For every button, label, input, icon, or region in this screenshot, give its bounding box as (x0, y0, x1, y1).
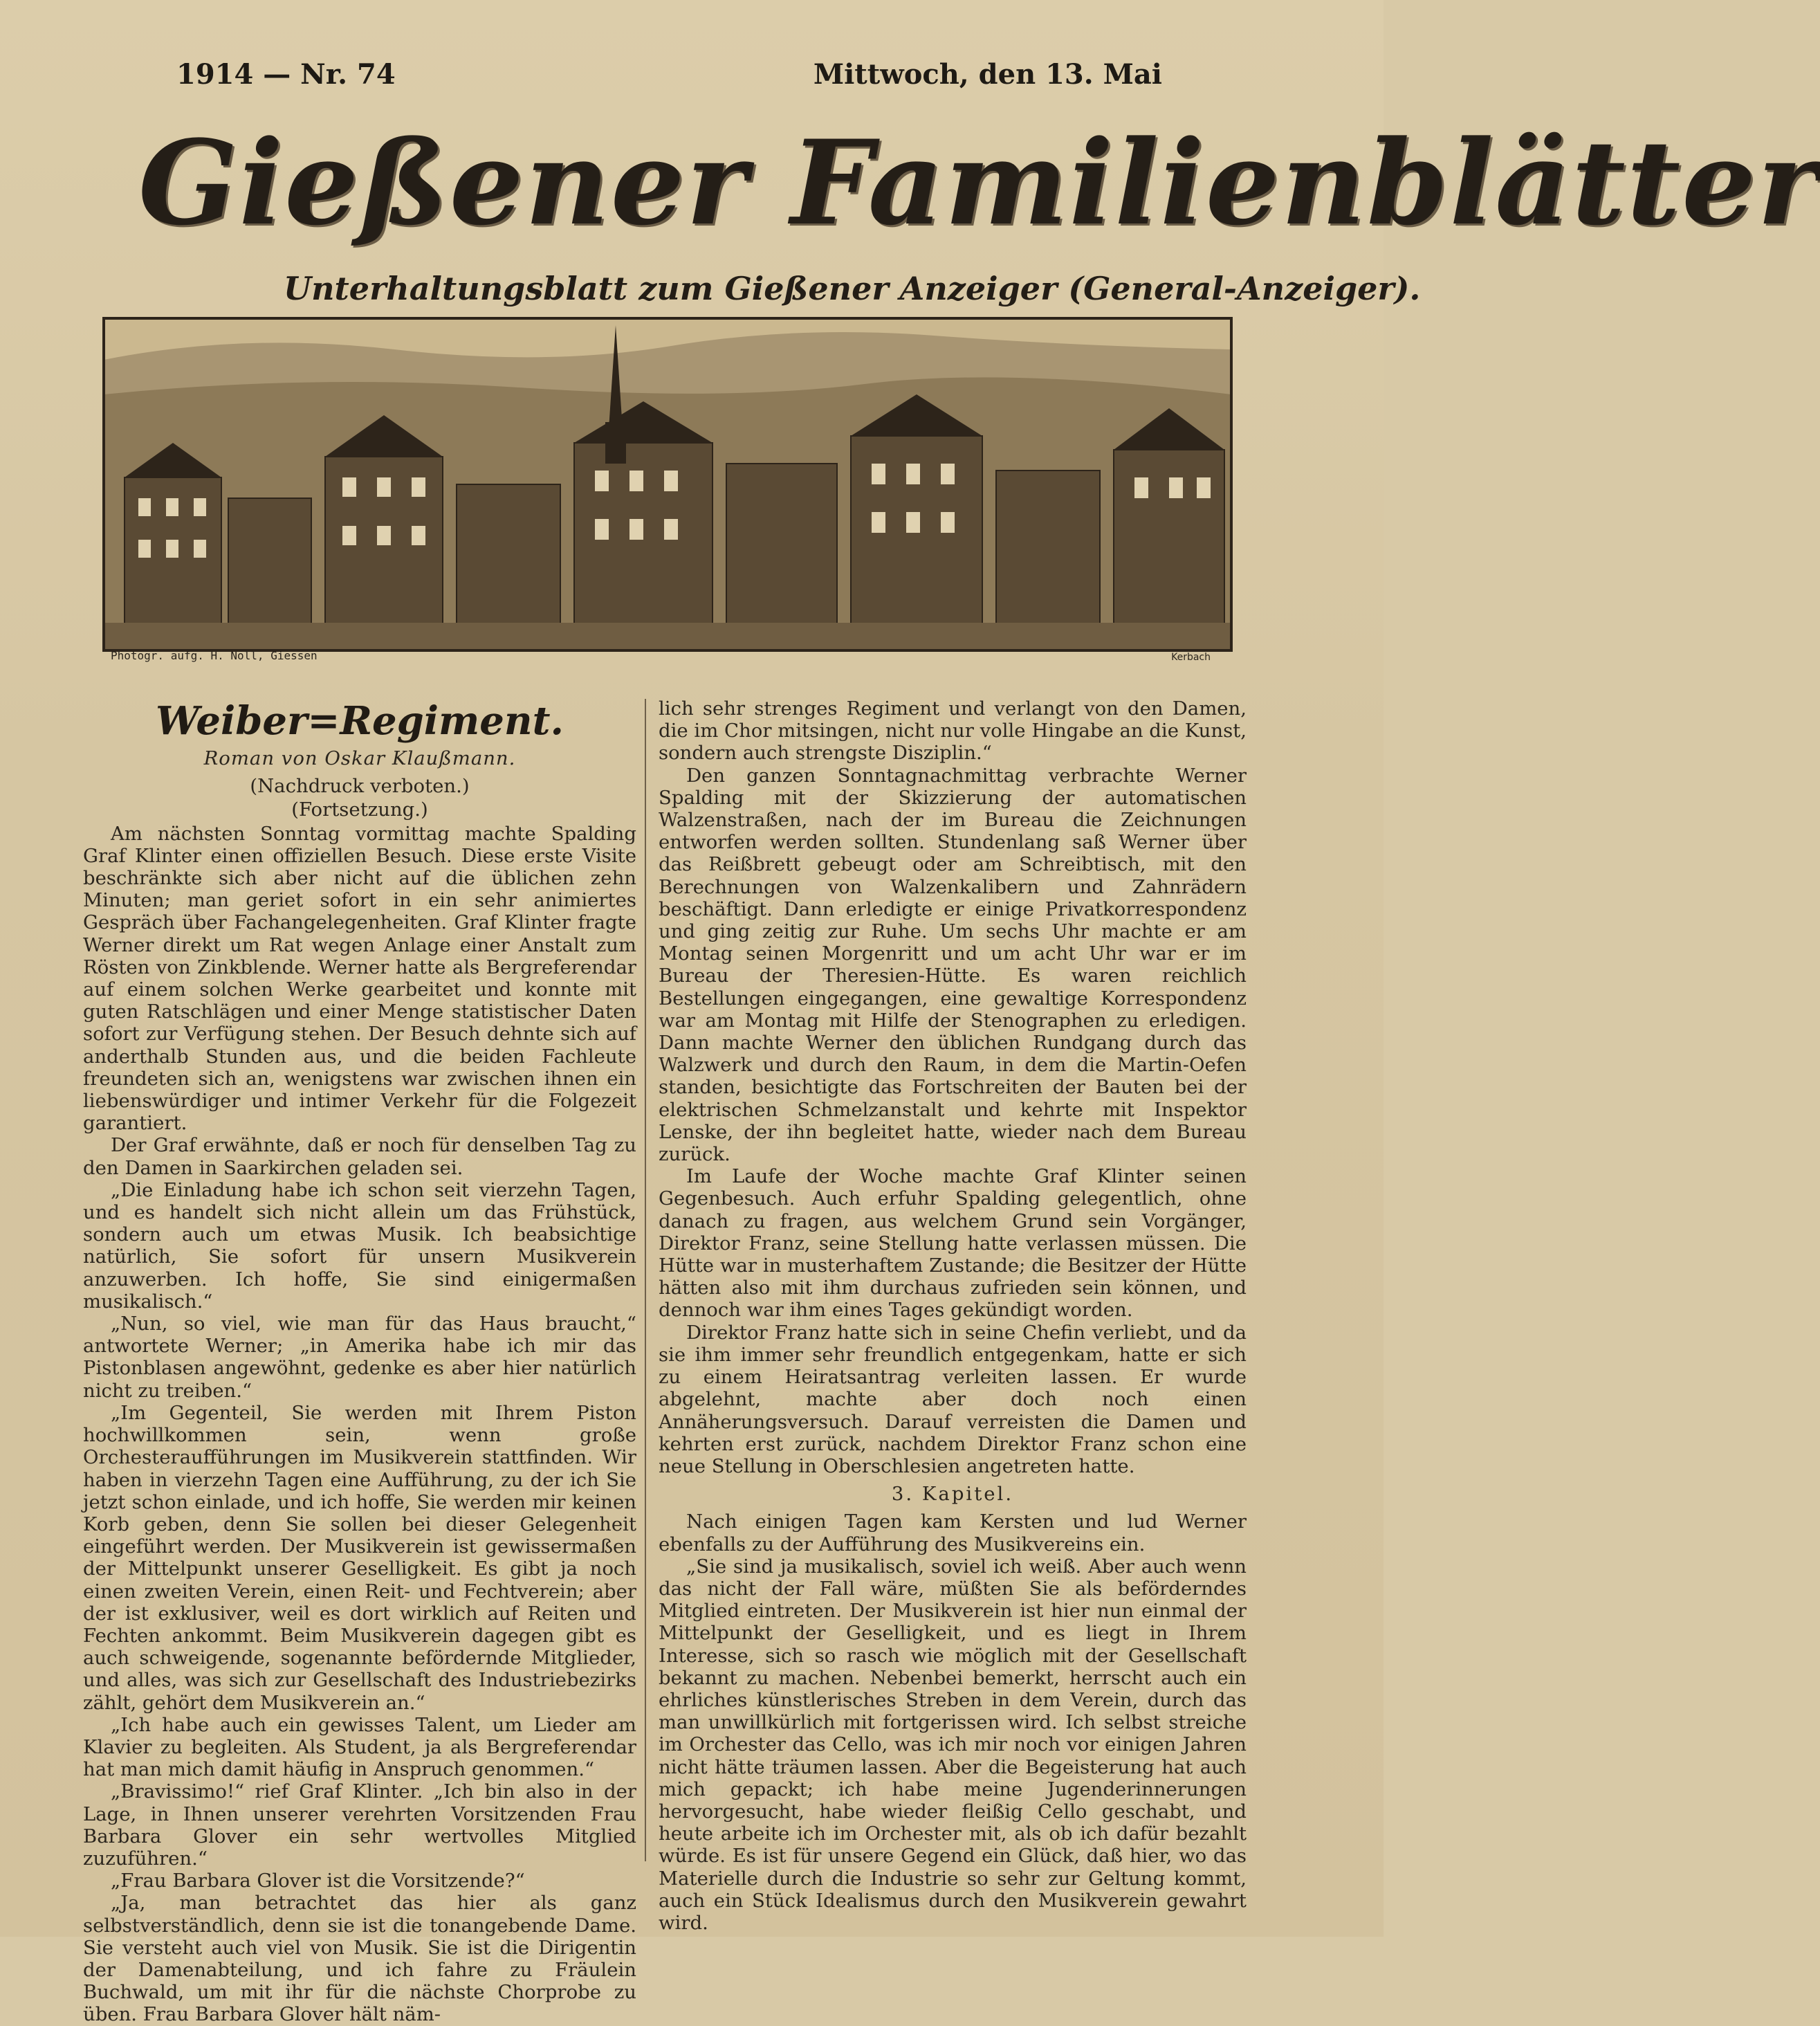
newspaper-subtitle: Unterhaltungsblatt zum Gießener Anzeiger (General-Anzeiger). (284, 270, 1421, 307)
article-byline: Roman von Oskar Klaußmann. (203, 747, 516, 769)
paragraph: „Im Gegenteil, Sie werden mit Ihrem Piston hochwillkommen sein, wenn große Orchesteraufführungen im Musikverein stattfinden. Wir haben in vierzehn Tagen eine Aufführung, zu der ich Sie jetzt schon einlade, und ich hoffe, Sie werden mir keinen Korb geben, denn Sie sollen bei dieser Gelegenheit eingeführt werden. Der Musikverein ist gewissermaßen der Mittelpunkt unserer Geselligkeit. Es gibt ja noch einen zweiten Verein, einen Reit- und Fechtverein; aber der ist exklusiver, weil es dort wirklich auf Reiten und Fechten ankommt. Beim Musikverein dagegen gibt es auch schweigende, sogenannte befördernde Mitglieder, und alles, was sich zur Gesellschaft des Industriebezirks zählt, gehört dem Musikverein an.“ (83, 1401, 636, 1714)
paragraph: Den ganzen Sonntagnachmittag verbrachte Werner Spalding mit der Skizzierung der automatischen Walzenstraßen, nach der im Bureau die Zeichnungen entworfen werden sollten. Stundenlang saß Werner über das Reißbrett gebeugt oder am Schreibtisch, mit den Berechnungen von Walzenkalibern und Zahnrädern beschäftigt. Dann erledigte er einige Privatkorrespondenz und ging zeitig zur Ruhe. Um sechs Uhr machte er am Montag seinen Morgenritt und um acht Uhr war er im Bureau der Theresien-Hütte. Es waren reichlich Bestellungen eingegangen, eine gewaltige Korrespondenz war am Montag mit Hilfe der Stenographen zu erledigen. Dann machte Werner den üblichen Rundgang durch das Walzwerk und durch den Raum, in dem die Martin-Oefen standen, besichtigte das Fortschreiten der Bauten bei der elektrischen Schmelzanstalt und kehrte mit Inspektor Lenske, der ihn begleitet hatte, wieder nach dem Bureau zurück. (659, 764, 1247, 1166)
paragraph: Der Graf erwähnte, daß er noch für denselben Tag zu den Damen in Saarkirchen geladen sei. (83, 1134, 636, 1179)
city-view-engraving (104, 318, 1231, 650)
reprint-notice: (Nachdruck verboten.) (250, 775, 470, 798)
masthead (97, 48, 1820, 671)
paragraph: Nach einigen Tagen kam Kersten und lud Werner ebenfalls zu der Aufführung des Musikvereins ein. (659, 1511, 1247, 1555)
newspaper-title: Gießener Familienblätter (138, 114, 1820, 251)
photo-credit: Photogr. aufg. H. Noll, Giessen (111, 649, 318, 662)
paragraph: „Ich habe auch ein gewisses Talent, um Lieder am Klavier zu begleiten. Als Student, ja als Bergreferendar hat man mich damit häufig in Anspruch genommen.“ (83, 1713, 636, 1781)
paragraph: Im Laufe der Woche machte Graf Klinter seinen Gegenbesuch. Auch erfuhr Spalding gelegentlich, ohne danach zu fragen, aus welchem Grund sein Vorgänger, Direktor Franz, seine Stellung hatte verlassen müssen. Die Hütte war in musterhaftem Zustande; die Besitzer der Hütte hätten also mit ihm durchaus zufrieden sein können, und dennoch war ihm eines Tages gekündigt worden. (659, 1165, 1247, 1322)
paragraph: „Frau Barbara Glover ist die Vorsitzende?“ (111, 1870, 525, 1892)
chapter-heading: 3. Kapitel. (891, 1483, 1014, 1506)
paragraph: „Ja, man betrachtet das hier als ganz selbstverständlich, denn sie ist die tonangebende Dame. Sie versteht auch viel von Musik. Sie ist die Dirigentin der Damenabteilung, und ich fahre zu Fräulein Buchwald, um mit ihr für die nächste Chorprobe zu üben. Frau Barbara Glover hält näm- (83, 1892, 636, 2026)
article-headline: Weiber=Regiment. (156, 698, 564, 744)
column-divider (645, 699, 646, 1861)
engraver-signature: Kerbach (1171, 652, 1211, 663)
paragraph: Am nächsten Sonntag vormittag machte Spalding Graf Klinter einen offiziellen Besuch. Diese erste Visite beschränkte sich aber nicht auf die üblichen zehn Minuten; man geriet sofort in ein sehr animiertes Gespräch über Fachangelegenheiten. Graf Klinter fragte Werner direkt um Rat wegen Anlage einer Anstalt zum Rösten von Zinkblende. Werner hatte als Bergreferendar auf einem solchen Werke gearbeitet und konnte mit guten Ratschlägen und einer Menge statistischer Daten sofort zur Verfügung stehen. Der Besuch dehnte sich auf anderthalb Stunden aus, und die beiden Fachleute freundeten sich an, wenigstens war zwischen ihnen ein liebenswürdiger und intimer Verkehr für die Folgezeit garantiert. (83, 822, 636, 1135)
left-column (83, 699, 636, 2026)
issue-date: Mittwoch, den 13. Mai (813, 58, 1162, 91)
issue-number: 1914 — Nr. 74 (176, 58, 396, 91)
paragraph: „Nun, so viel, wie man für das Haus braucht,“ antwortete Werner; „in Amerika habe ich mir das Pistonblasen angewöhnt, gedenke es aber hier natürlich nicht zu treiben.“ (83, 1313, 636, 1402)
paragraph: „Sie sind ja musikalisch, soviel ich weiß. Aber auch wenn das nicht der Fall wäre, müßten Sie als beförderndes Mitglied eintreten. Der Musikverein ist hier nun einmal der Mittelpunkt der Geselligkeit, und es liegt in Ihrem Interesse, sich so rasch wie möglich mit der Gesellschaft bekannt zu machen. Nebenbei bemerkt, herrscht auch ein ehrliches künstlerisches Streben in dem Verein, durch das man unwillkürlich mit fortgerissen wird. Ich selbst streiche im Orchester das Cello, was ich mir noch vor einigen Jahren nicht hätte träumen lassen. Aber die Begeisterung hat auch mich gepackt; ich habe meine Jugenderinnerungen hervorgesucht, habe wieder fleißig Cello geschabt, und heute arbeite ich im Orchester mit, als ob ich dafür bezahlt würde. Es ist für unsere Gegend ein Glück, daß hier, wo das Materielle durch die Industrie so sehr zur Geltung kommt, auch ein Stück Idealismus durch den Musikverein gewahrt wird. (659, 1555, 1247, 1934)
paragraph-continued: lich sehr strenges Regiment und verlangt von den Damen, die im Chor mitsingen, nicht nur volle Hingabe an die Kunst, sondern auch strengste Disziplin.“ (659, 697, 1247, 765)
paragraph: Direktor Franz hatte sich in seine Chefin verliebt, und da sie ihm immer sehr freundlich entgegenkam, hatte er sich zu einem Heiratsantrag verleiten lassen. Er wurde abgelehnt, machte aber doch noch einen Annäherungsversuch. Darauf verreisten die Damen und kehrten erst zurück, nachdem Direktor Franz schon eine neue Stellung in Oberschlesien angetreten hatte. (659, 1321, 1247, 1477)
right-column (659, 697, 1247, 1934)
continuation-note: (Fortsetzung.) (291, 798, 428, 821)
paragraph: „Bravissimo!“ rief Graf Klinter. „Ich bin also in der Lage, in Ihnen unserer verehrten Vorsitzenden Frau Barbara Glover ein sehr wertvolles Mitglied zuzuführen.“ (83, 1780, 636, 1870)
paragraph: „Die Einladung habe ich schon seit vierzehn Tagen, und es handelt sich nicht allein um das Frühstück, sondern auch um etwas Musik. Ich beabsichtige natürlich, Sie sofort für unsern Musikverein anzuwerben. Ich hoffe, Sie sind einigermaßen musikalisch.“ (83, 1178, 636, 1313)
